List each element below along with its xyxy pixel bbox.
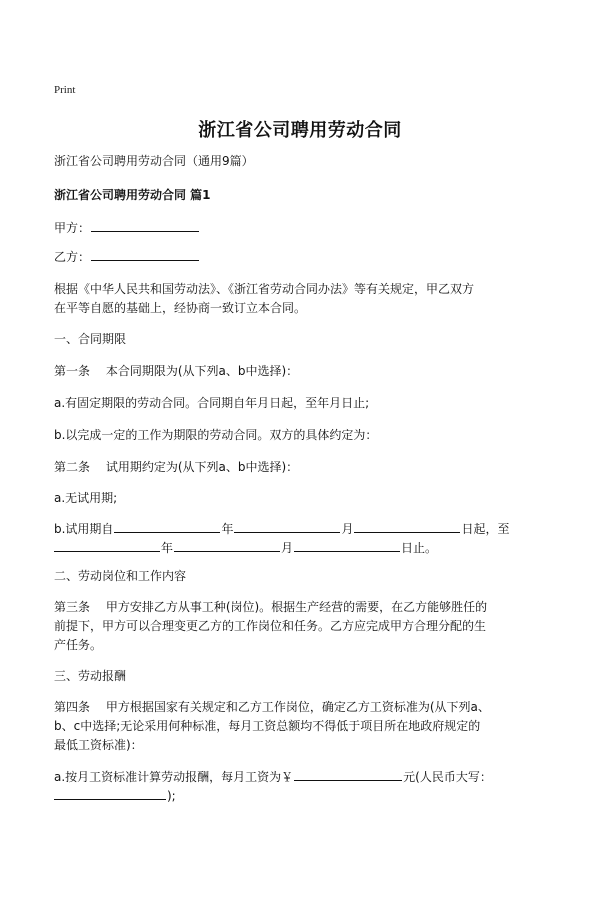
day-from-label: 日起，至 xyxy=(461,522,510,536)
article-3-line-2: 前提下，甲方可以合理变更乙方的工作岗位和任务。乙方应完成甲方合理分配的生 xyxy=(54,619,487,633)
salary-suffix: 元(人民币大写： xyxy=(403,770,492,784)
salary-uppercase-blank xyxy=(54,786,166,800)
year-label: 年 xyxy=(221,522,234,536)
article-4-option-a-line-1 xyxy=(54,767,492,786)
article-2: 第二条 试用期约定为(从下列a、b中选择)： xyxy=(54,460,299,474)
article-3-line-1: 第三条 甲方安排乙方从事工种(岗位)。根据生产经营的需要，在乙方能够胜任的 xyxy=(54,600,488,614)
party-a-blank xyxy=(91,218,199,232)
document-subtitle: 浙江省公司聘用劳动合同（通用9篇） xyxy=(54,154,254,168)
article-1: 第一条 本合同期限为(从下列a、b中选择)： xyxy=(54,364,299,378)
print-label: Print xyxy=(54,84,76,96)
salary-prefix: a.按月工资标准计算劳动报酬，每月工资为￥ xyxy=(54,770,294,784)
probation-end-month-blank xyxy=(174,538,280,552)
party-a-line xyxy=(54,218,200,237)
intro-line-1: 根据《中华人民共和国劳动法》、《浙江省劳动合同办法》等有关规定，甲乙双方 xyxy=(54,282,475,296)
article-2-option-a: a.无试用期; xyxy=(54,491,118,505)
probation-end-day-blank xyxy=(294,538,400,552)
month-label: 月 xyxy=(341,522,354,536)
probation-start-year-blank xyxy=(114,519,220,533)
article-4-option-a-line-2 xyxy=(54,786,176,805)
article-4-line-3: 最低工资标准)： xyxy=(54,738,143,752)
year-label: 年 xyxy=(161,541,174,555)
probation-end-year-blank xyxy=(54,538,160,552)
article-3-line-3: 产任务。 xyxy=(54,638,103,652)
day-end-label: 日止。 xyxy=(401,541,438,555)
probation-line-1 xyxy=(54,519,509,538)
probation-start-month-blank xyxy=(234,519,340,533)
section-1-heading: 一、合同期限 xyxy=(54,332,127,346)
salary-amount-blank xyxy=(294,767,402,781)
party-b-label: 乙方： xyxy=(54,250,91,264)
probation-prefix: b.试用期自 xyxy=(54,522,114,536)
section-2-heading: 二、劳动岗位和工作内容 xyxy=(54,569,187,583)
article-1-option-b: b.以完成一定的工作为期限的劳动合同。双方的具体约定为： xyxy=(54,428,378,442)
article-4-line-1: 第四条 甲方根据国家有关规定和乙方工作岗位，确定乙方工资标准为(从下列a、 xyxy=(54,700,490,714)
probation-line-2 xyxy=(54,538,437,557)
probation-start-day-blank xyxy=(354,519,460,533)
party-a-label: 甲方： xyxy=(54,221,91,235)
salary-end: ); xyxy=(167,789,176,803)
page-title: 浙江省公司聘用劳动合同 xyxy=(198,120,402,141)
article-1-option-a: a.有固定期限的劳动合同。合同期自年月日起，至年月日止; xyxy=(54,396,370,410)
party-b-blank xyxy=(91,247,199,261)
party-b-line xyxy=(54,247,200,266)
article-4-line-2: b、c中选择;无论采用何种标准，每月工资总额均不得低于项目所在地政府规定的 xyxy=(54,719,481,733)
month-label: 月 xyxy=(281,541,294,555)
section-3-heading: 三、劳动报酬 xyxy=(54,669,127,683)
intro-line-2: 在平等自愿的基础上，经协商一致订立本合同。 xyxy=(54,301,307,315)
section-heading: 浙江省公司聘用劳动合同 篇1 xyxy=(54,188,211,202)
